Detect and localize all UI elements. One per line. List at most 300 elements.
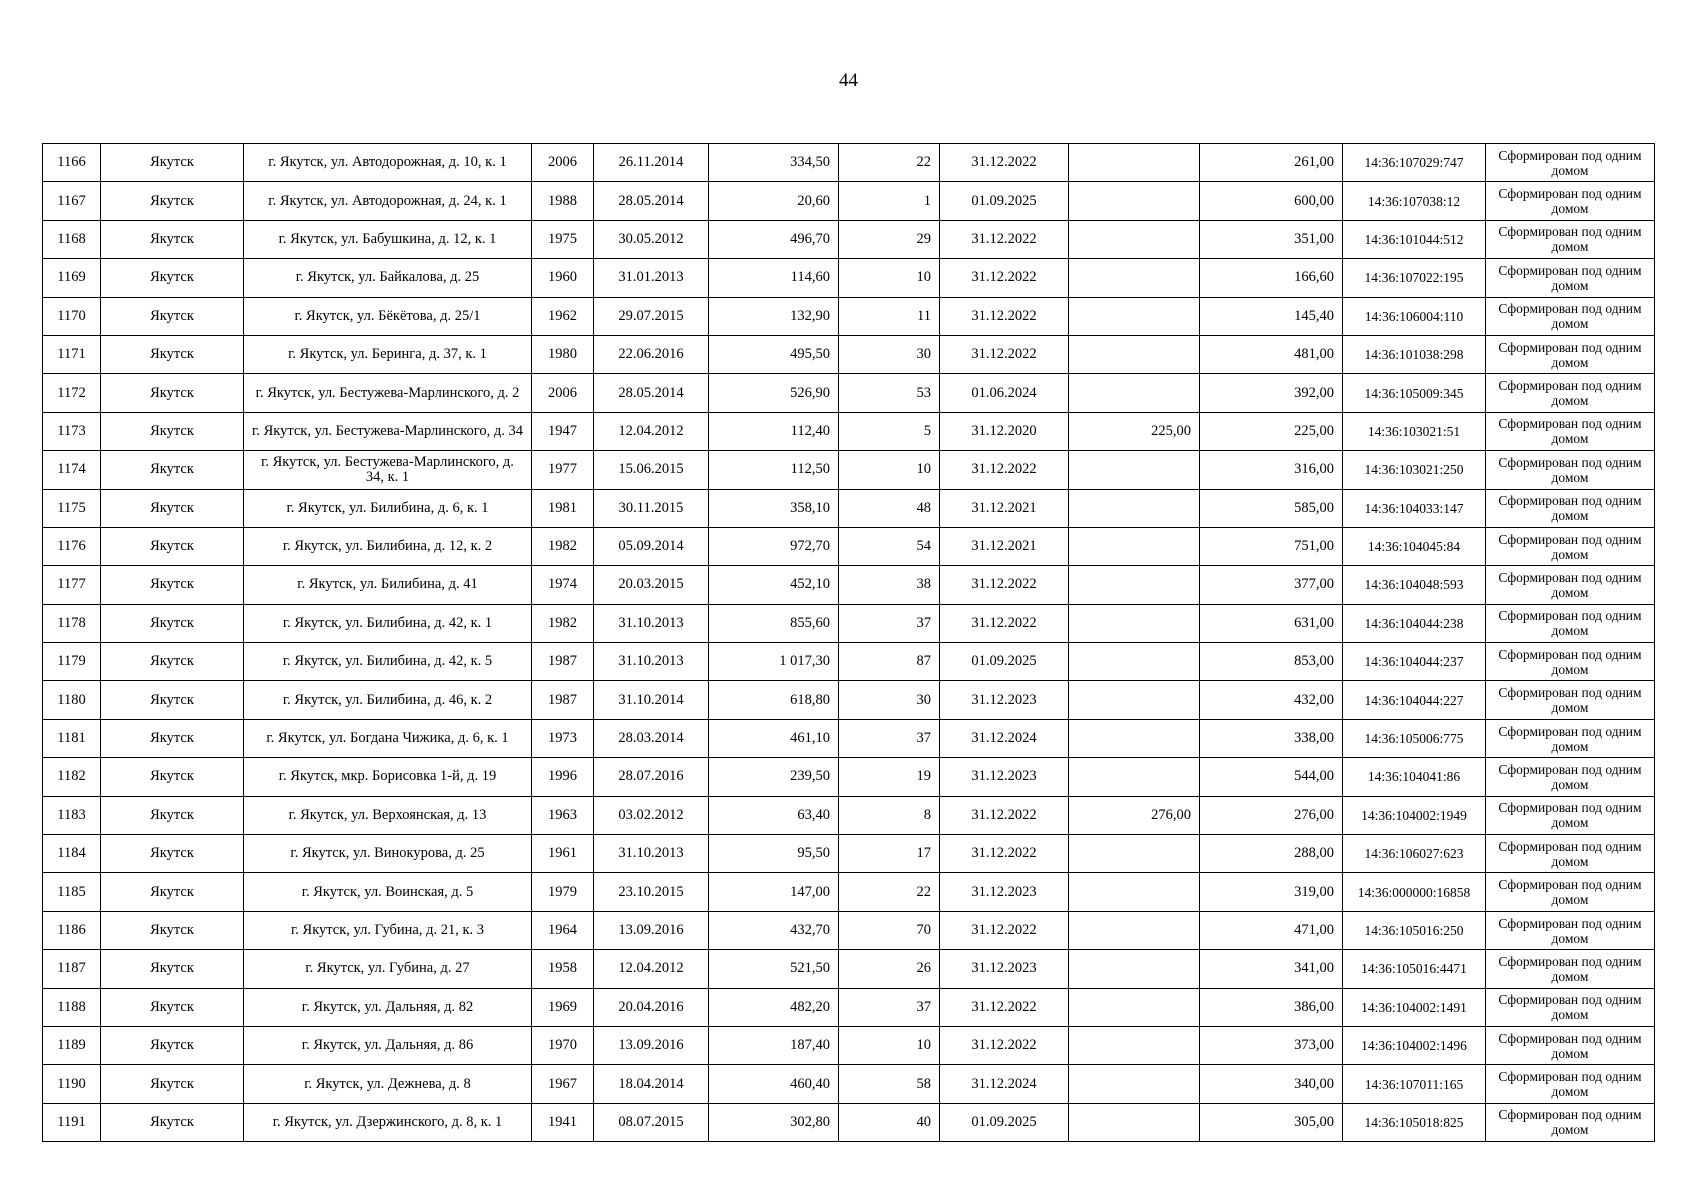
cell-extra-value xyxy=(1069,911,1200,949)
cell-cadastral-number: 14:36:104002:1949 xyxy=(1343,796,1486,834)
cell-value: 853,00 xyxy=(1200,643,1343,681)
cell-status: Сформирован под одним домом xyxy=(1486,681,1655,719)
cell-value: 600,00 xyxy=(1200,182,1343,220)
cell-deadline: 31.12.2021 xyxy=(940,527,1069,565)
cell-extra-value xyxy=(1069,835,1200,873)
cell-status: Сформирован под одним домом xyxy=(1486,182,1655,220)
cell-date: 22.06.2016 xyxy=(594,335,709,373)
cell-extra-value: 276,00 xyxy=(1069,796,1200,834)
cell-status: Сформирован под одним домом xyxy=(1486,988,1655,1026)
cell-date: 30.05.2012 xyxy=(594,220,709,258)
cell-cadastral-number: 14:36:107011:165 xyxy=(1343,1065,1486,1103)
cell-cadastral-number: 14:36:105018:825 xyxy=(1343,1103,1486,1141)
cell-count: 53 xyxy=(839,374,940,412)
table-row xyxy=(43,489,1655,527)
cell-deadline: 31.12.2022 xyxy=(940,796,1069,834)
cell-count: 11 xyxy=(839,297,940,335)
cell-value: 166,60 xyxy=(1200,259,1343,297)
cell-deadline: 31.12.2022 xyxy=(940,335,1069,373)
cell-deadline: 31.12.2022 xyxy=(940,911,1069,949)
cell-year: 1982 xyxy=(532,604,594,642)
table-row xyxy=(43,950,1655,988)
cell-year: 1947 xyxy=(532,412,594,450)
cell-extra-value xyxy=(1069,335,1200,373)
cell-status: Сформирован под одним домом xyxy=(1486,297,1655,335)
table-row xyxy=(43,911,1655,949)
cell-area: 526,90 xyxy=(709,374,839,412)
cell-area: 239,50 xyxy=(709,758,839,796)
cell-area: 112,40 xyxy=(709,412,839,450)
cell-extra-value xyxy=(1069,527,1200,565)
cell-address: г. Якутск, ул. Байкалова, д. 25 xyxy=(244,259,532,297)
cell-deadline: 31.12.2023 xyxy=(940,950,1069,988)
cell-date: 28.05.2014 xyxy=(594,182,709,220)
cell-city: Якутск xyxy=(101,835,244,873)
cell-date: 20.03.2015 xyxy=(594,566,709,604)
cell-date: 03.02.2012 xyxy=(594,796,709,834)
cell-city: Якутск xyxy=(101,182,244,220)
cell-status: Сформирован под одним домом xyxy=(1486,374,1655,412)
cell-number: 1179 xyxy=(43,643,101,681)
cell-status: Сформирован под одним домом xyxy=(1486,1065,1655,1103)
cell-address: г. Якутск, мкр. Борисовка 1-й, д. 19 xyxy=(244,758,532,796)
cell-year: 1961 xyxy=(532,835,594,873)
cell-address: г. Якутск, ул. Губина, д. 27 xyxy=(244,950,532,988)
cell-date: 13.09.2016 xyxy=(594,911,709,949)
cell-area: 63,40 xyxy=(709,796,839,834)
cell-value: 261,00 xyxy=(1200,144,1343,182)
table-row xyxy=(43,873,1655,911)
cell-number: 1182 xyxy=(43,758,101,796)
cell-count: 10 xyxy=(839,451,940,489)
cell-cadastral-number: 14:36:104044:227 xyxy=(1343,681,1486,719)
cell-status: Сформирован под одним домом xyxy=(1486,144,1655,182)
cell-value: 481,00 xyxy=(1200,335,1343,373)
table-row xyxy=(43,259,1655,297)
cell-address: г. Якутск, ул. Богдана Чижика, д. 6, к. 1 xyxy=(244,719,532,757)
cell-number: 1166 xyxy=(43,144,101,182)
table-row xyxy=(43,451,1655,489)
cell-address: г. Якутск, ул. Винокурова, д. 25 xyxy=(244,835,532,873)
cell-value: 373,00 xyxy=(1200,1026,1343,1064)
cell-number: 1188 xyxy=(43,988,101,1026)
cell-deadline: 01.06.2024 xyxy=(940,374,1069,412)
cell-status: Сформирован под одним домом xyxy=(1486,719,1655,757)
cell-deadline: 31.12.2021 xyxy=(940,489,1069,527)
cell-cadastral-number: 14:36:107038:12 xyxy=(1343,182,1486,220)
table-row xyxy=(43,182,1655,220)
cell-status: Сформирован под одним домом xyxy=(1486,489,1655,527)
cell-city: Якутск xyxy=(101,527,244,565)
cell-extra-value xyxy=(1069,643,1200,681)
cell-deadline: 31.12.2022 xyxy=(940,988,1069,1026)
cell-city: Якутск xyxy=(101,758,244,796)
cell-number: 1185 xyxy=(43,873,101,911)
cell-value: 145,40 xyxy=(1200,297,1343,335)
cell-cadastral-number: 14:36:104045:84 xyxy=(1343,527,1486,565)
cell-city: Якутск xyxy=(101,374,244,412)
cell-cadastral-number: 14:36:105016:4471 xyxy=(1343,950,1486,988)
cell-extra-value xyxy=(1069,1065,1200,1103)
cell-address: г. Якутск, ул. Бестужева-Марлинского, д. 34 xyxy=(244,412,532,450)
cell-number: 1173 xyxy=(43,412,101,450)
cell-address: г. Якутск, ул. Бабушкина, д. 12, к. 1 xyxy=(244,220,532,258)
cell-date: 31.10.2013 xyxy=(594,604,709,642)
cell-value: 338,00 xyxy=(1200,719,1343,757)
cell-cadastral-number: 14:36:105006:775 xyxy=(1343,719,1486,757)
cell-area: 114,60 xyxy=(709,259,839,297)
cell-date: 15.06.2015 xyxy=(594,451,709,489)
cell-cadastral-number: 14:36:106004:110 xyxy=(1343,297,1486,335)
cell-deadline: 01.09.2025 xyxy=(940,182,1069,220)
cell-year: 1996 xyxy=(532,758,594,796)
cell-city: Якутск xyxy=(101,643,244,681)
cell-area: 334,50 xyxy=(709,144,839,182)
cell-value: 432,00 xyxy=(1200,681,1343,719)
cell-deadline: 31.12.2022 xyxy=(940,451,1069,489)
cell-status: Сформирован под одним домом xyxy=(1486,566,1655,604)
cell-city: Якутск xyxy=(101,451,244,489)
cell-cadastral-number: 14:36:104002:1496 xyxy=(1343,1026,1486,1064)
table-row xyxy=(43,527,1655,565)
cell-status: Сформирован под одним домом xyxy=(1486,335,1655,373)
cell-cadastral-number: 14:36:106027:623 xyxy=(1343,835,1486,873)
cell-extra-value xyxy=(1069,489,1200,527)
cell-extra-value xyxy=(1069,604,1200,642)
table-row xyxy=(43,220,1655,258)
cell-year: 1973 xyxy=(532,719,594,757)
cell-city: Якутск xyxy=(101,259,244,297)
cell-value: 276,00 xyxy=(1200,796,1343,834)
cell-area: 95,50 xyxy=(709,835,839,873)
cell-city: Якутск xyxy=(101,950,244,988)
cell-deadline: 31.12.2024 xyxy=(940,719,1069,757)
cell-count: 54 xyxy=(839,527,940,565)
cell-extra-value xyxy=(1069,873,1200,911)
cell-status: Сформирован под одним домом xyxy=(1486,758,1655,796)
cell-status: Сформирован под одним домом xyxy=(1486,527,1655,565)
cell-city: Якутск xyxy=(101,220,244,258)
cell-area: 432,70 xyxy=(709,911,839,949)
cell-year: 1977 xyxy=(532,451,594,489)
cell-address: г. Якутск, ул. Бестужева-Марлинского, д. 2 xyxy=(244,374,532,412)
cell-count: 1 xyxy=(839,182,940,220)
cell-area: 972,70 xyxy=(709,527,839,565)
cell-extra-value xyxy=(1069,681,1200,719)
cell-number: 1186 xyxy=(43,911,101,949)
cell-address: г. Якутск, ул. Автодорожная, д. 24, к. 1 xyxy=(244,182,532,220)
cell-address: г. Якутск, ул. Автодорожная, д. 10, к. 1 xyxy=(244,144,532,182)
cell-deadline: 31.12.2022 xyxy=(940,835,1069,873)
cell-extra-value xyxy=(1069,1026,1200,1064)
cell-date: 08.07.2015 xyxy=(594,1103,709,1141)
cell-number: 1187 xyxy=(43,950,101,988)
cell-date: 29.07.2015 xyxy=(594,297,709,335)
cell-deadline: 31.12.2020 xyxy=(940,412,1069,450)
cell-city: Якутск xyxy=(101,1065,244,1103)
cell-address: г. Якутск, ул. Дежнева, д. 8 xyxy=(244,1065,532,1103)
cell-address: г. Якутск, ул. Верхоянская, д. 13 xyxy=(244,796,532,834)
cell-year: 1964 xyxy=(532,911,594,949)
cell-year: 1967 xyxy=(532,1065,594,1103)
cell-year: 1970 xyxy=(532,1026,594,1064)
table-row xyxy=(43,144,1655,182)
cell-value: 585,00 xyxy=(1200,489,1343,527)
cell-status: Сформирован под одним домом xyxy=(1486,604,1655,642)
cell-city: Якутск xyxy=(101,1103,244,1141)
cell-extra-value xyxy=(1069,259,1200,297)
table-row xyxy=(43,796,1655,834)
cell-date: 28.05.2014 xyxy=(594,374,709,412)
cell-area: 521,50 xyxy=(709,950,839,988)
cell-count: 87 xyxy=(839,643,940,681)
table-body xyxy=(43,144,1655,1142)
cell-count: 30 xyxy=(839,335,940,373)
cell-date: 31.10.2013 xyxy=(594,835,709,873)
cell-deadline: 31.12.2022 xyxy=(940,259,1069,297)
cell-date: 12.04.2012 xyxy=(594,412,709,450)
cell-year: 1987 xyxy=(532,681,594,719)
cell-status: Сформирован под одним домом xyxy=(1486,796,1655,834)
cell-deadline: 31.12.2023 xyxy=(940,873,1069,911)
cell-extra-value xyxy=(1069,297,1200,335)
cell-status: Сформирован под одним домом xyxy=(1486,220,1655,258)
cell-number: 1167 xyxy=(43,182,101,220)
cell-city: Якутск xyxy=(101,335,244,373)
cell-address: г. Якутск, ул. Билибина, д. 46, к. 2 xyxy=(244,681,532,719)
cell-date: 31.10.2014 xyxy=(594,681,709,719)
cell-year: 1962 xyxy=(532,297,594,335)
cell-number: 1191 xyxy=(43,1103,101,1141)
cell-date: 31.01.2013 xyxy=(594,259,709,297)
cell-city: Якутск xyxy=(101,1026,244,1064)
cell-count: 19 xyxy=(839,758,940,796)
cell-address: г. Якутск, ул. Билибина, д. 6, к. 1 xyxy=(244,489,532,527)
cell-number: 1172 xyxy=(43,374,101,412)
table-row xyxy=(43,681,1655,719)
cell-date: 30.11.2015 xyxy=(594,489,709,527)
cell-city: Якутск xyxy=(101,144,244,182)
cell-address: г. Якутск, ул. Губина, д. 21, к. 3 xyxy=(244,911,532,949)
cell-extra-value xyxy=(1069,144,1200,182)
cell-count: 37 xyxy=(839,719,940,757)
cell-deadline: 31.12.2022 xyxy=(940,1026,1069,1064)
cell-number: 1178 xyxy=(43,604,101,642)
cell-value: 386,00 xyxy=(1200,988,1343,1026)
cell-year: 2006 xyxy=(532,374,594,412)
cell-number: 1169 xyxy=(43,259,101,297)
cell-value: 340,00 xyxy=(1200,1065,1343,1103)
cell-cadastral-number: 14:36:101038:298 xyxy=(1343,335,1486,373)
cell-address: г. Якутск, ул. Дальняя, д. 82 xyxy=(244,988,532,1026)
cell-status: Сформирован под одним домом xyxy=(1486,835,1655,873)
cell-year: 1941 xyxy=(532,1103,594,1141)
cell-count: 17 xyxy=(839,835,940,873)
cell-number: 1177 xyxy=(43,566,101,604)
cell-cadastral-number: 14:36:103021:250 xyxy=(1343,451,1486,489)
cell-count: 8 xyxy=(839,796,940,834)
cell-area: 460,40 xyxy=(709,1065,839,1103)
cell-deadline: 31.12.2022 xyxy=(940,604,1069,642)
cell-count: 5 xyxy=(839,412,940,450)
cell-area: 187,40 xyxy=(709,1026,839,1064)
table-row xyxy=(43,604,1655,642)
cell-count: 58 xyxy=(839,1065,940,1103)
cell-address: г. Якутск, ул. Билибина, д. 42, к. 1 xyxy=(244,604,532,642)
cell-count: 40 xyxy=(839,1103,940,1141)
cell-extra-value xyxy=(1069,1103,1200,1141)
cell-deadline: 31.12.2022 xyxy=(940,297,1069,335)
cell-city: Якутск xyxy=(101,604,244,642)
cell-city: Якутск xyxy=(101,681,244,719)
cell-number: 1189 xyxy=(43,1026,101,1064)
cell-date: 31.10.2013 xyxy=(594,643,709,681)
cell-number: 1170 xyxy=(43,297,101,335)
cell-number: 1176 xyxy=(43,527,101,565)
table-row xyxy=(43,758,1655,796)
cell-date: 23.10.2015 xyxy=(594,873,709,911)
cell-count: 22 xyxy=(839,873,940,911)
cell-count: 10 xyxy=(839,1026,940,1064)
cell-year: 1982 xyxy=(532,527,594,565)
cell-date: 26.11.2014 xyxy=(594,144,709,182)
cell-year: 1980 xyxy=(532,335,594,373)
cell-number: 1174 xyxy=(43,451,101,489)
cell-date: 20.04.2016 xyxy=(594,988,709,1026)
cell-count: 37 xyxy=(839,604,940,642)
table-row xyxy=(43,1103,1655,1141)
cell-number: 1190 xyxy=(43,1065,101,1103)
cell-value: 351,00 xyxy=(1200,220,1343,258)
table-row xyxy=(43,988,1655,1026)
cell-count: 10 xyxy=(839,259,940,297)
cell-status: Сформирован под одним домом xyxy=(1486,412,1655,450)
cell-area: 855,60 xyxy=(709,604,839,642)
table-row xyxy=(43,719,1655,757)
cell-extra-value xyxy=(1069,374,1200,412)
cell-number: 1181 xyxy=(43,719,101,757)
cell-year: 1974 xyxy=(532,566,594,604)
cell-deadline: 31.12.2022 xyxy=(940,566,1069,604)
cell-extra-value xyxy=(1069,182,1200,220)
cell-count: 26 xyxy=(839,950,940,988)
cell-year: 1988 xyxy=(532,182,594,220)
cell-extra-value xyxy=(1069,988,1200,1026)
cell-address: г. Якутск, ул. Билибина, д. 42, к. 5 xyxy=(244,643,532,681)
cell-deadline: 31.12.2022 xyxy=(940,220,1069,258)
cell-status: Сформирован под одним домом xyxy=(1486,950,1655,988)
cell-address: г. Якутск, ул. Беринга, д. 37, к. 1 xyxy=(244,335,532,373)
cell-area: 358,10 xyxy=(709,489,839,527)
cell-deadline: 01.09.2025 xyxy=(940,643,1069,681)
table-row xyxy=(43,374,1655,412)
cell-city: Якутск xyxy=(101,566,244,604)
cell-count: 30 xyxy=(839,681,940,719)
cell-cadastral-number: 14:36:107022:195 xyxy=(1343,259,1486,297)
cell-address: г. Якутск, ул. Дзержинского, д. 8, к. 1 xyxy=(244,1103,532,1141)
cell-value: 288,00 xyxy=(1200,835,1343,873)
cell-extra-value xyxy=(1069,451,1200,489)
cell-deadline: 01.09.2025 xyxy=(940,1103,1069,1141)
cell-value: 377,00 xyxy=(1200,566,1343,604)
cell-city: Якутск xyxy=(101,489,244,527)
cell-status: Сформирован под одним домом xyxy=(1486,911,1655,949)
cell-status: Сформирован под одним домом xyxy=(1486,643,1655,681)
cell-deadline: 31.12.2024 xyxy=(940,1065,1069,1103)
cell-address: г. Якутск, ул. Бёкётова, д. 25/1 xyxy=(244,297,532,335)
table-row xyxy=(43,1065,1655,1103)
cell-cadastral-number: 14:36:000000:16858 xyxy=(1343,873,1486,911)
cell-area: 461,10 xyxy=(709,719,839,757)
cell-area: 482,20 xyxy=(709,988,839,1026)
cell-number: 1183 xyxy=(43,796,101,834)
cell-count: 29 xyxy=(839,220,940,258)
cell-cadastral-number: 14:36:104002:1491 xyxy=(1343,988,1486,1026)
cell-address: г. Якутск, ул. Бестужева-Марлинского, д. 34, к. 1 xyxy=(244,451,532,489)
cell-count: 22 xyxy=(839,144,940,182)
cell-area: 618,80 xyxy=(709,681,839,719)
cell-address: г. Якутск, ул. Билибина, д. 12, к. 2 xyxy=(244,527,532,565)
cell-cadastral-number: 14:36:105016:250 xyxy=(1343,911,1486,949)
cell-year: 1987 xyxy=(532,643,594,681)
table-row xyxy=(43,412,1655,450)
cell-number: 1171 xyxy=(43,335,101,373)
cell-year: 1979 xyxy=(532,873,594,911)
cell-year: 2006 xyxy=(532,144,594,182)
cell-deadline: 31.12.2023 xyxy=(940,681,1069,719)
cell-status: Сформирован под одним домом xyxy=(1486,1026,1655,1064)
cell-extra-value xyxy=(1069,950,1200,988)
cell-extra-value xyxy=(1069,220,1200,258)
cell-cadastral-number: 14:36:104033:147 xyxy=(1343,489,1486,527)
table-row xyxy=(43,335,1655,373)
cell-city: Якутск xyxy=(101,412,244,450)
cell-area: 495,50 xyxy=(709,335,839,373)
housing-registry-table xyxy=(42,143,1655,1142)
table-row xyxy=(43,1026,1655,1064)
cell-value: 544,00 xyxy=(1200,758,1343,796)
cell-area: 132,90 xyxy=(709,297,839,335)
cell-number: 1168 xyxy=(43,220,101,258)
cell-extra-value xyxy=(1069,566,1200,604)
cell-value: 751,00 xyxy=(1200,527,1343,565)
cell-cadastral-number: 14:36:104048:593 xyxy=(1343,566,1486,604)
cell-year: 1960 xyxy=(532,259,594,297)
cell-date: 13.09.2016 xyxy=(594,1026,709,1064)
cell-year: 1981 xyxy=(532,489,594,527)
cell-status: Сформирован под одним домом xyxy=(1486,451,1655,489)
cell-count: 38 xyxy=(839,566,940,604)
cell-year: 1963 xyxy=(532,796,594,834)
cell-address: г. Якутск, ул. Воинская, д. 5 xyxy=(244,873,532,911)
cell-cadastral-number: 14:36:105009:345 xyxy=(1343,374,1486,412)
cell-extra-value xyxy=(1069,758,1200,796)
cell-value: 392,00 xyxy=(1200,374,1343,412)
cell-city: Якутск xyxy=(101,988,244,1026)
cell-date: 18.04.2014 xyxy=(594,1065,709,1103)
cell-date: 28.03.2014 xyxy=(594,719,709,757)
cell-area: 496,70 xyxy=(709,220,839,258)
cell-city: Якутск xyxy=(101,297,244,335)
cell-year: 1975 xyxy=(532,220,594,258)
cell-address: г. Якутск, ул. Дальняя, д. 86 xyxy=(244,1026,532,1064)
cell-value: 319,00 xyxy=(1200,873,1343,911)
cell-cadastral-number: 14:36:104044:238 xyxy=(1343,604,1486,642)
cell-year: 1958 xyxy=(532,950,594,988)
cell-cadastral-number: 14:36:101044:512 xyxy=(1343,220,1486,258)
cell-number: 1184 xyxy=(43,835,101,873)
cell-number: 1175 xyxy=(43,489,101,527)
